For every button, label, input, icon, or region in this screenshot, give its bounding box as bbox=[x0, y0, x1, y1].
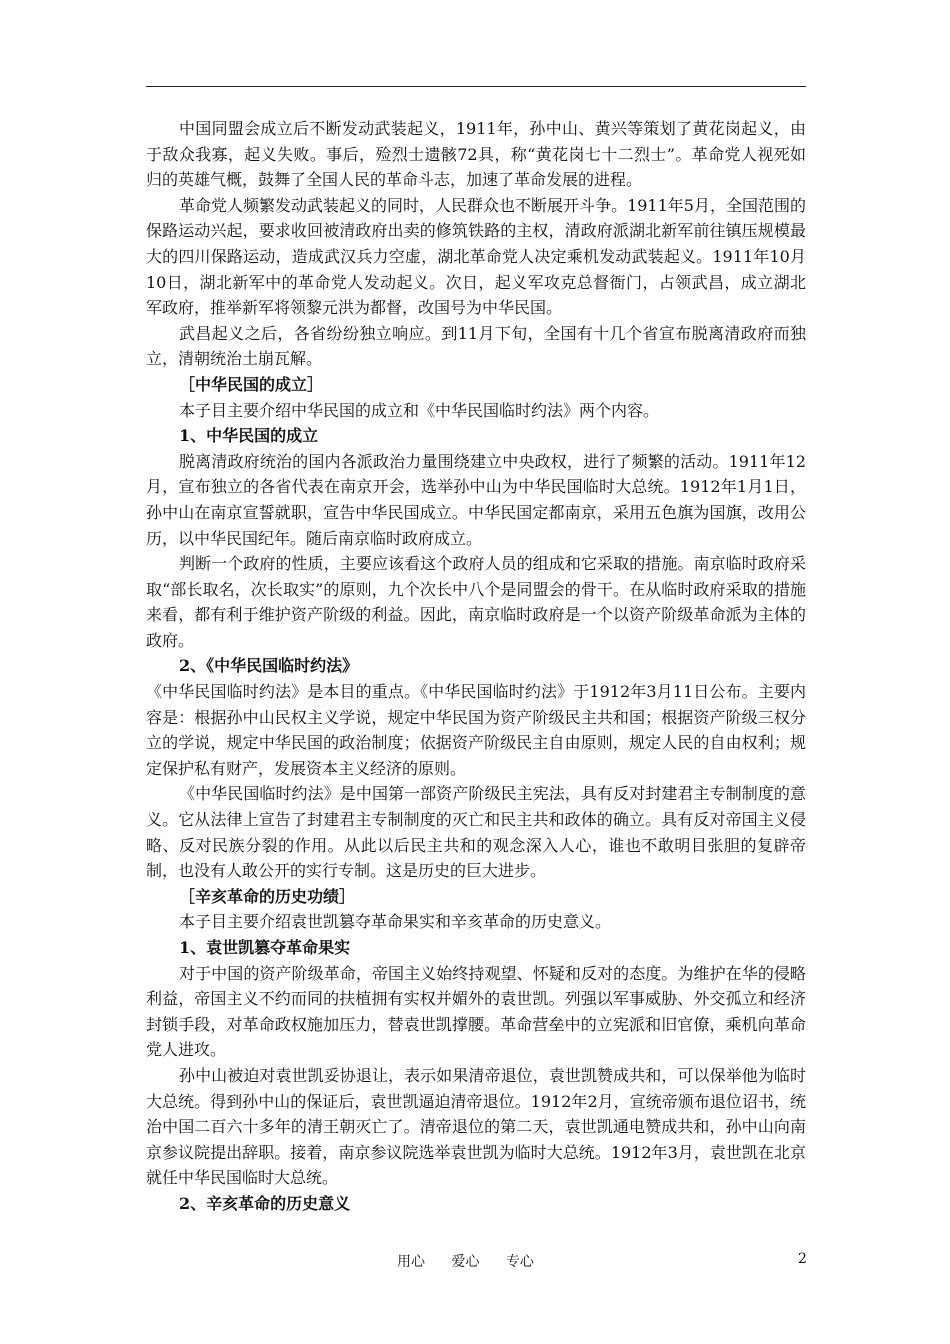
body-paragraph: 对于中国的资产阶级革命，帝国主义始终持观望、怀疑和反对的态度。为维护在华的侵略利益，帝国主义不约而同的扶植拥有实权并媚外的袁世凯。列强以军事威胁、外交孤立和经济封锁手段，对革命政权施加压力，替袁世凯撑腰。革命营垒中的立宪派和旧官僚，乘机向革命党人进攻。 bbox=[146, 963, 806, 1060]
body-paragraph: 《中华民国临时约法》是中国第一部资产阶级民主宪法，具有反对封建君主专制制度的意义。它从法律上宣告了封建君主专制制度的灭亡和民主共和政体的确立。具有反对帝国主义侵略、反对民族分裂的作用。从此以后民主共和的观念深入人心，谁也不敢明目张胆的复辟帝制，也没有人敢公开的实行专制。这是历史的巨大进步。 bbox=[146, 784, 806, 881]
body-paragraph: 《中华民国临时约法》是本目的重点。《中华民国临时约法》于1912年3月11日公布。主要内容是：根据孙中山民权主义学说，规定中华民国为资产阶级民主共和国；根据资产阶级三权分立的学说，规定中华民国的政治制度；依据资产阶级民主自由原则，规定人民的自由权利；规定保护私有财产，发展资本主义经济的原则。 bbox=[146, 682, 806, 778]
body-paragraph: 孙中山被迫对袁世凯妥协退让，表示如果清帝退位，袁世凯赞成共和，可以保举他为临时大总统。得到孙中山的保证后，袁世凯逼迫清帝退位。1912年2月，宣统帝颁布退位诏书，统治中国二百六十多年的清王朝灭亡了。清帝退位的第二天，袁世凯通电赞成共和，孙中山向南京参议院提出辞职。接着，南京参议院选举袁世凯为临时大总统。1912年3月，袁世凯在北京就任中华民国临时大总统。 bbox=[146, 1065, 806, 1188]
page-footer bbox=[0, 1251, 950, 1271]
section-heading: 2、辛亥革命的历史意义 bbox=[179, 1193, 351, 1213]
section-heading: ［中华民国的成立］ bbox=[179, 374, 324, 394]
body-paragraph: 中国同盟会成立后不断发动武装起义，1911年，孙中山、黄兴等策划了黄花岗起义，由于敌众我寡，起义失败。事后，殓烈士遗骸72具，称“黄花岗七十二烈士”。革命党人视死如归的英雄气概，鼓舞了全国人民的革命斗志，加速了革命发展的进程。 bbox=[146, 119, 806, 190]
body-paragraph: 武昌起义之后，各省纷纷独立响应。到11月下旬，全国有十几个省宣布脱离清政府而独立，清朝统治土崩瓦解。 bbox=[146, 323, 806, 369]
document-body bbox=[146, 116, 806, 1217]
section-heading: 1、袁世凯篡夺革命果实 bbox=[179, 938, 351, 957]
section-heading: 1、中华民国的成立 bbox=[179, 426, 319, 446]
section-heading: 2、《中华民国临时约法》 bbox=[179, 656, 359, 676]
body-paragraph: 判断一个政府的性质，主要应该看这个政府人员的组成和它采取的措施。南京临时政府采取“部长取名，次长取实”的原则，九个次长中八个是同盟会的骨干。在从临时政府采取的措施来看，都有利于维护资产阶级的利益。因此，南京临时政府是一个以资产阶级革命派为主体的政府。 bbox=[146, 554, 806, 650]
section-heading: ［辛亥革命的历史功绩］ bbox=[179, 886, 356, 906]
body-paragraph: 革命党人频繁发动武装起义的同时，人民群众也不断展开斗争。1911年5月，全国范围的保路运动兴起，要求收回被清政府出卖的修筑铁路的主权，清政府派湖北新军前往镇压规模最大的四川保路运动，造成武汉兵力空虚，湖北革命党人决定乘机发动武装起义。1911年10月10日，湖北新军中的革命党人发动起义。次日，起义军攻克总督衙门，占领武昌，成立湖北军政府，推举新军将领黎元洪为都督，改国号为中华民国。 bbox=[146, 195, 806, 318]
motto-word: 爱心 bbox=[451, 1254, 480, 1270]
footer-motto bbox=[397, 1251, 556, 1271]
body-paragraph: 本子目主要介绍中华民国的成立和《中华民国临时约法》两个内容。 bbox=[179, 400, 660, 420]
header-rule bbox=[146, 86, 806, 87]
motto-word: 专心 bbox=[505, 1254, 534, 1270]
body-paragraph: 脱离清政府统治的国内各派政治力量围绕建立中央政权，进行了频繁的活动。1911年12月，宣布独立的各省代表在南京开会，选举孙中山为中华民国临时大总统。1912年1月1日，孙中山在南京宣誓就职，宣告中华民国成立。中华民国定都南京，采用五色旗为国旗，改用公历，以中华民国纪年。随后南京临时政府成立。 bbox=[146, 451, 806, 548]
body-paragraph: 本子目主要介绍袁世凯篡夺革命果实和辛亥革命的历史意义。 bbox=[179, 912, 612, 932]
motto-word: 用心 bbox=[397, 1254, 425, 1270]
page-number: 2 bbox=[798, 1251, 807, 1267]
